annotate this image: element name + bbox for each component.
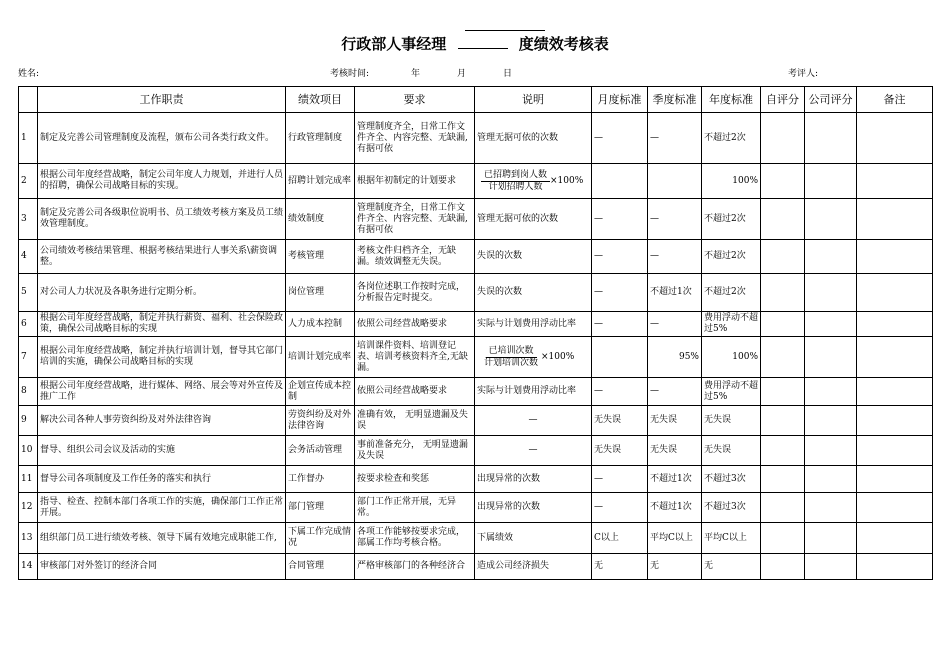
duty-cell: 根据公司年度经营战略，制定并执行培训计划，督导其它部门培训的实施，确保公司战略目标的实现: [38, 337, 286, 378]
self-score-cell[interactable]: [761, 337, 805, 378]
company-score-cell[interactable]: [805, 523, 857, 554]
quarter-standard-cell: —: [648, 378, 702, 406]
quarter-standard-cell: 不超过1次: [648, 493, 702, 523]
row-number-cell: 14: [19, 554, 38, 580]
item-cell: 岗位管理: [286, 274, 355, 312]
row-number-cell: 4: [19, 240, 38, 274]
description-cell: [475, 337, 592, 378]
col-header: 备注: [857, 87, 933, 113]
duty-cell: 根据公司年度经营战略，制定并执行薪资、福利、社会保险政策，确保公司战略目标的实现: [38, 312, 286, 337]
company-score-cell[interactable]: [805, 436, 857, 466]
remarks-cell[interactable]: [857, 554, 933, 580]
quarter-standard-cell: 不超过1次: [648, 466, 702, 493]
row-number-cell: 12: [19, 493, 38, 523]
row-number-cell: 9: [19, 406, 38, 436]
name-label: 姓名:: [18, 69, 40, 79]
remarks-cell[interactable]: [857, 240, 933, 274]
duty-cell: 根据公司年度经营战略，进行媒体、网络、展会等对外宣传及推广工作: [38, 378, 286, 406]
description-cell: 管理无据可依的次数: [475, 199, 592, 240]
year-standard-cell: 不超过2次: [702, 240, 761, 274]
self-score-cell[interactable]: [761, 274, 805, 312]
remarks-cell[interactable]: [857, 436, 933, 466]
self-score-cell[interactable]: [761, 164, 805, 199]
formula-multiplier: ×100%: [541, 351, 575, 362]
table-row: [19, 113, 933, 164]
month-standard-cell: 无失误: [592, 406, 648, 436]
requirement-cell: 各岗位述职工作按时完成，分析报告定时提交。: [355, 274, 475, 312]
year-standard-cell: 费用浮动不超过5%: [702, 312, 761, 337]
formula-denominator: 计划培训次数: [484, 357, 539, 368]
formula-numerator: 已招聘到岗人数: [481, 170, 550, 182]
quarter-standard-cell: —: [648, 312, 702, 337]
table-header-row: [19, 87, 933, 113]
duty-cell: 督导、组织公司会议及活动的实施: [38, 436, 286, 466]
quarter-standard-cell: —: [648, 199, 702, 240]
remarks-cell[interactable]: [857, 113, 933, 164]
month-standard-cell: —: [592, 113, 648, 164]
company-score-cell[interactable]: [805, 406, 857, 436]
quarter-standard-cell: —: [648, 240, 702, 274]
year-standard-cell: 无: [702, 554, 761, 580]
row-number-cell: 10: [19, 436, 38, 466]
col-header: 年度标准: [702, 87, 761, 113]
item-cell: 行政管理制度: [286, 113, 355, 164]
table-row: [19, 199, 933, 240]
col-header: 绩效项目: [286, 87, 355, 113]
description-cell: 出现异常的次数: [475, 466, 592, 493]
company-score-cell[interactable]: [805, 378, 857, 406]
month-standard-cell: 无: [592, 554, 648, 580]
company-score-cell[interactable]: [805, 274, 857, 312]
self-score-cell[interactable]: [761, 466, 805, 493]
remarks-cell[interactable]: [857, 274, 933, 312]
year-standard-cell: 不超过2次: [702, 113, 761, 164]
company-score-cell[interactable]: [805, 466, 857, 493]
title-part1: 行政部人事经理: [341, 35, 447, 53]
requirement-cell: 事前准备充分， 无明显遗漏及失误: [355, 436, 475, 466]
month-standard-cell: 无失误: [592, 436, 648, 466]
time-label: 考核时间:: [330, 69, 370, 79]
requirement-cell: 部门工作正常开展，无异常。: [355, 493, 475, 523]
month-standard-cell: —: [592, 466, 648, 493]
year-standard-cell: 不超过2次: [702, 274, 761, 312]
duty-cell: 根据公司年度经营战略，制定公司年度人力规划，并进行人员的招聘，确保公司战略目标的实现。: [38, 164, 286, 199]
item-cell: 劳资纠纷及对外法律咨询: [286, 406, 355, 436]
row-number-cell: 7: [19, 337, 38, 378]
title-blank[interactable]: [458, 36, 508, 49]
requirement-cell: 各项工作能够按要求完成，部属工作均考核合格。: [355, 523, 475, 554]
description-cell: 出现异常的次数: [475, 493, 592, 523]
evaluator-label: 考评人:: [788, 69, 819, 79]
table-row: [19, 312, 933, 337]
remarks-cell[interactable]: [857, 378, 933, 406]
item-cell: 招聘计划完成率: [286, 164, 355, 199]
formula: [481, 170, 583, 193]
quarter-standard-cell: 平均C以上: [648, 523, 702, 554]
remarks-cell[interactable]: [857, 523, 933, 554]
item-cell: 会务活动管理: [286, 436, 355, 466]
item-cell: 企划宣传成本控制: [286, 378, 355, 406]
requirement-cell: 按要求检查和奖惩: [355, 466, 475, 493]
requirement-cell: 考核文件归档齐全，无缺漏。绩效调整无失误。: [355, 240, 475, 274]
item-cell: 人力成本控制: [286, 312, 355, 337]
description-cell: —: [475, 406, 592, 436]
row-number-cell: 3: [19, 199, 38, 240]
page-title: [0, 33, 950, 54]
col-header: 季度标准: [648, 87, 702, 113]
remarks-cell[interactable]: [857, 466, 933, 493]
row-number-cell: 11: [19, 466, 38, 493]
table-row: [19, 164, 933, 199]
company-score-cell[interactable]: [805, 113, 857, 164]
company-score-cell[interactable]: [805, 240, 857, 274]
self-score-cell[interactable]: [761, 554, 805, 580]
month-standard-cell: [592, 164, 648, 199]
formula-denominator: 计划招聘人数: [488, 181, 543, 192]
duty-cell: 指导、检查、控制本部门各项工作的实施，确保部门工作正常开展。: [38, 493, 286, 523]
table-row: [19, 378, 933, 406]
description-cell: 下属绩效: [475, 523, 592, 554]
requirement-cell: 准确有效， 无明显遗漏及失误: [355, 406, 475, 436]
col-header: 要求: [355, 87, 475, 113]
table-row: [19, 493, 933, 523]
row-number-cell: 6: [19, 312, 38, 337]
self-score-cell[interactable]: [761, 113, 805, 164]
table-row: [19, 406, 933, 436]
remarks-cell[interactable]: [857, 312, 933, 337]
quarter-standard-cell: 95%: [648, 337, 702, 378]
requirement-cell: 培训课件资料、培训登记表、培训考核资料齐全,无缺漏。: [355, 337, 475, 378]
requirement-cell: 依照公司经营战略要求: [355, 312, 475, 337]
duty-cell: 督导公司各项制度及工作任务的落实和执行: [38, 466, 286, 493]
requirement-cell: 根据年初制定的计划要求: [355, 164, 475, 199]
duty-cell: 制定及完善公司各级职位说明书、员工绩效考核方案及员工绩效管理制度。: [38, 199, 286, 240]
year-standard-cell: 费用浮动不超过5%: [702, 378, 761, 406]
year-standard-cell: 不超过2次: [702, 199, 761, 240]
self-score-cell[interactable]: [761, 312, 805, 337]
day-label: 日: [503, 69, 513, 79]
formula: [481, 346, 574, 369]
col-header: 说明: [475, 87, 592, 113]
row-number-cell: 1: [19, 113, 38, 164]
duty-cell: 组织部门员工进行绩效考核、领导下属有效地完成职能工作,: [38, 523, 286, 554]
col-header: 公司评分: [805, 87, 857, 113]
col-header: 自评分: [761, 87, 805, 113]
year-standard-cell: 100%: [702, 337, 761, 378]
remarks-cell[interactable]: [857, 199, 933, 240]
duty-cell: 审核部门对外签订的经济合同: [38, 554, 286, 580]
item-cell: 培训计划完成率: [286, 337, 355, 378]
table-row: [19, 436, 933, 466]
year-standard-cell: 无失误: [702, 436, 761, 466]
table-row: [19, 466, 933, 493]
self-score-cell[interactable]: [761, 406, 805, 436]
requirement-cell: 管理制度齐全，日常工作文件齐全、内容完整、无缺漏,有据可依: [355, 113, 475, 164]
self-score-cell[interactable]: [761, 523, 805, 554]
quarter-standard-cell: [648, 164, 702, 199]
year-standard-cell: 不超过3次: [702, 466, 761, 493]
month-label: 月: [457, 69, 467, 79]
item-cell: 考核管理: [286, 240, 355, 274]
requirement-cell: 严格审核部门的各种经济合: [355, 554, 475, 580]
month-standard-cell: —: [592, 378, 648, 406]
self-score-cell[interactable]: [761, 378, 805, 406]
description-cell: —: [475, 436, 592, 466]
item-cell: 工作督办: [286, 466, 355, 493]
duty-cell: 公司绩效考核结果管理、根据考核结果进行人事关系\薪资调整。: [38, 240, 286, 274]
table-row: [19, 274, 933, 312]
item-cell: 下属工作完成情况: [286, 523, 355, 554]
remarks-cell[interactable]: [857, 337, 933, 378]
requirement-cell: 管理制度齐全，日常工作文件齐全、内容完整、无缺漏,有据可依: [355, 199, 475, 240]
item-cell: 合同管理: [286, 554, 355, 580]
self-score-cell[interactable]: [761, 240, 805, 274]
duty-cell: 制定及完善公司管理制度及流程，颁布公司各类行政文件。: [38, 113, 286, 164]
row-number-cell: 5: [19, 274, 38, 312]
company-score-cell[interactable]: [805, 199, 857, 240]
remarks-cell[interactable]: [857, 406, 933, 436]
month-standard-cell: [592, 337, 648, 378]
quarter-standard-cell: 无失误: [648, 406, 702, 436]
item-cell: 部门管理: [286, 493, 355, 523]
company-score-cell[interactable]: [805, 337, 857, 378]
requirement-cell: 依照公司经营战略要求: [355, 378, 475, 406]
year-standard-cell: 100%: [702, 164, 761, 199]
month-standard-cell: —: [592, 240, 648, 274]
self-score-cell[interactable]: [761, 493, 805, 523]
quarter-standard-cell: —: [648, 113, 702, 164]
month-standard-cell: —: [592, 274, 648, 312]
description-cell: 失误的次数: [475, 274, 592, 312]
item-cell: 绩效制度: [286, 199, 355, 240]
table-row: [19, 337, 933, 378]
description-cell: 实际与计划费用浮动比率: [475, 378, 592, 406]
col-header: 工作职责: [38, 87, 286, 113]
description-cell: 失误的次数: [475, 240, 592, 274]
company-score-cell[interactable]: [805, 312, 857, 337]
month-standard-cell: —: [592, 199, 648, 240]
formula-multiplier: ×100%: [550, 175, 584, 186]
table-row: [19, 523, 933, 554]
col-header: [19, 87, 38, 113]
title-overline: [465, 30, 545, 31]
quarter-standard-cell: 无: [648, 554, 702, 580]
description-cell: 实际与计划费用浮动比率: [475, 312, 592, 337]
row-number-cell: 2: [19, 164, 38, 199]
formula-numerator: 已培训次数: [486, 346, 537, 358]
self-score-cell[interactable]: [761, 436, 805, 466]
year-standard-cell: 平均C以上: [702, 523, 761, 554]
duty-cell: 解决公司各种人事劳资纠纷及对外法律咨询: [38, 406, 286, 436]
description-cell: [475, 164, 592, 199]
title-part2: 度绩效考核表: [518, 35, 609, 53]
remarks-cell[interactable]: [857, 493, 933, 523]
company-score-cell[interactable]: [805, 164, 857, 199]
company-score-cell[interactable]: [805, 493, 857, 523]
performance-table: [18, 86, 933, 580]
self-score-cell[interactable]: [761, 199, 805, 240]
month-standard-cell: —: [592, 312, 648, 337]
quarter-standard-cell: 无失误: [648, 436, 702, 466]
col-header: 月度标准: [592, 87, 648, 113]
month-standard-cell: —: [592, 493, 648, 523]
year-standard-cell: 不超过3次: [702, 493, 761, 523]
duty-cell: 对公司人力状况及各职务进行定期分析。: [38, 274, 286, 312]
remarks-cell[interactable]: [857, 164, 933, 199]
row-number-cell: 8: [19, 378, 38, 406]
year-label: 年: [411, 69, 421, 79]
description-cell: 造成公司经济损失: [475, 554, 592, 580]
month-standard-cell: C以上: [592, 523, 648, 554]
table-row: [19, 554, 933, 580]
row-number-cell: 13: [19, 523, 38, 554]
company-score-cell[interactable]: [805, 554, 857, 580]
table-row: [19, 240, 933, 274]
year-standard-cell: 无失误: [702, 406, 761, 436]
description-cell: 管理无据可依的次数: [475, 113, 592, 164]
quarter-standard-cell: 不超过1次: [648, 274, 702, 312]
